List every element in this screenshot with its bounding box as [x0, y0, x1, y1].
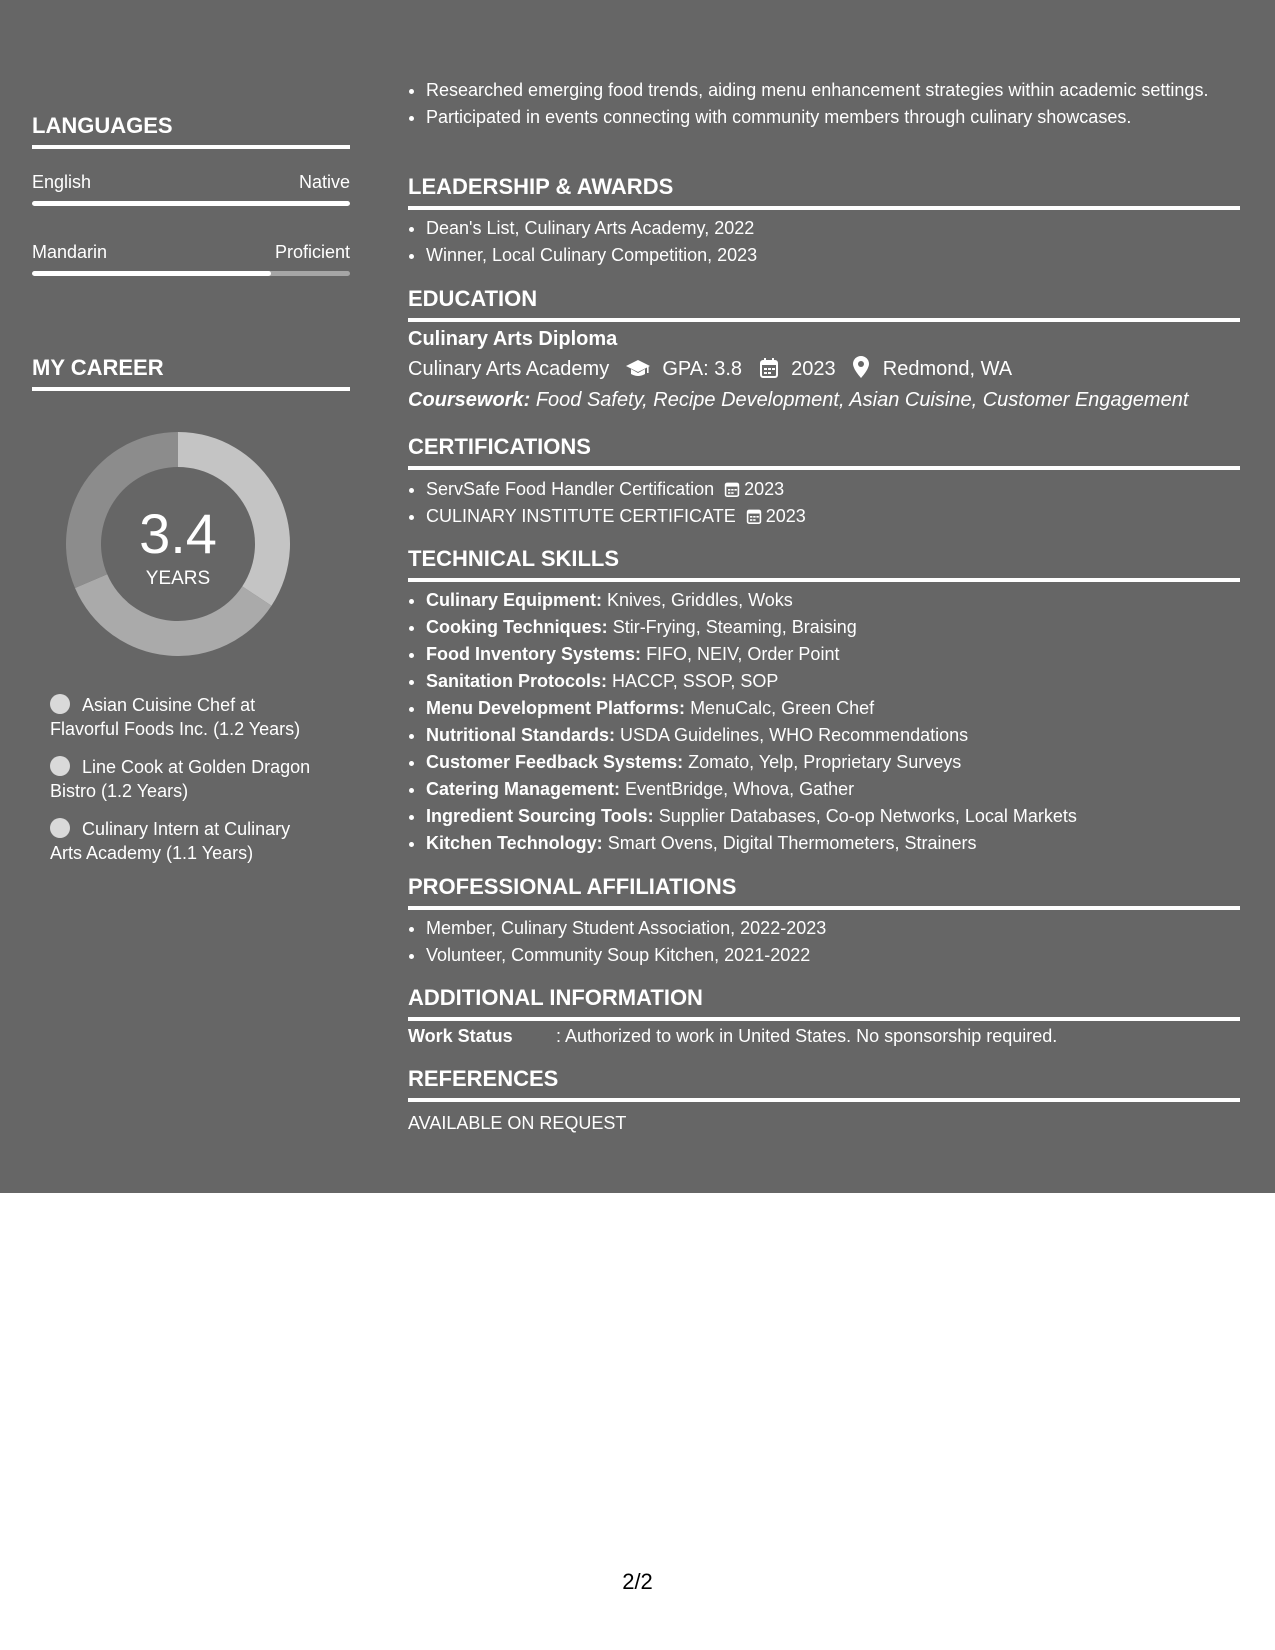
total-years-unit: YEARS	[145, 568, 211, 589]
leadership-item: • Winner, Local Culinary Competition, 2023	[426, 242, 1240, 269]
coursework-label: Coursework:	[408, 389, 531, 411]
work-status-value: : Authorized to work in United States. No sponsorship required.	[556, 1026, 1058, 1046]
language-bar-fill	[32, 271, 271, 276]
skill-value: Supplier Databases, Co-op Networks, Local Markets	[658, 806, 1077, 826]
school-name: Culinary Arts Academy	[408, 358, 610, 380]
language-level: Proficient	[274, 242, 350, 262]
education-details	[408, 354, 1012, 384]
leadership-list	[408, 215, 1240, 269]
location-pin-icon	[853, 356, 869, 378]
language-name: English	[32, 172, 92, 192]
language-row-mandarin	[32, 240, 350, 264]
skill-label: Ingredient Sourcing Tools:	[426, 806, 654, 826]
certification-year: 2023	[765, 506, 806, 526]
language-bar-mandarin	[32, 271, 350, 276]
skill-item	[426, 614, 1240, 641]
skill-item	[426, 668, 1240, 695]
work-status-row	[408, 1023, 1057, 1049]
skill-value: MenuCalc, Green Chef	[690, 698, 875, 718]
calendar-icon	[760, 358, 778, 378]
legend-dot-icon	[50, 818, 70, 838]
language-name: Mandarin	[32, 242, 108, 262]
career-legend-label: Line Cook at Golden Dragon Bistro (1.2 Years)	[50, 757, 311, 801]
leadership-heading: LEADERSHIP & AWARDS	[408, 174, 1240, 210]
skills-heading: TECHNICAL SKILLS	[408, 546, 1240, 582]
affiliation-item: • Volunteer, Community Soup Kitchen, 2021-2022	[426, 942, 1240, 969]
career-legend-item	[50, 755, 320, 803]
certifications-list	[408, 476, 1240, 530]
skill-value: EventBridge, Whova, Gather	[625, 779, 855, 799]
certification-year: 2023	[744, 479, 785, 499]
career-donut-chart	[66, 432, 290, 656]
skill-item	[426, 641, 1240, 668]
certification-item	[426, 503, 1240, 530]
graduation-cap-icon	[625, 358, 651, 378]
skill-label: Kitchen Technology:	[426, 833, 603, 853]
gpa: GPA: 3.8	[662, 358, 742, 380]
legend-dot-icon	[50, 694, 70, 714]
education-heading: EDUCATION	[408, 286, 1240, 322]
skill-value: Stir-Frying, Steaming, Braising	[612, 617, 857, 637]
skill-value: USDA Guidelines, WHO Recommendations	[620, 725, 969, 745]
references-text: AVAILABLE ON REQUEST	[408, 1113, 627, 1133]
skill-label: Menu Development Platforms:	[426, 698, 686, 718]
experience-bullets	[408, 78, 1240, 129]
coursework	[408, 385, 1188, 415]
affiliations-list	[408, 915, 1240, 969]
certification-name: ServSafe Food Handler Certification	[426, 479, 715, 499]
skill-label: Sanitation Protocols:	[426, 671, 608, 691]
calendar-icon	[724, 481, 740, 497]
skill-value: Knives, Griddles, Woks	[607, 590, 793, 610]
skill-item	[426, 587, 1240, 614]
languages-heading: LANGUAGES	[32, 113, 350, 149]
skill-label: Customer Feedback Systems:	[426, 752, 684, 772]
calendar-icon	[746, 508, 762, 524]
skill-item	[426, 830, 1240, 857]
coursework-list: Food Safety, Recipe Development, Asian Cuisine, Customer Engagement	[535, 389, 1189, 411]
skill-item	[426, 803, 1240, 830]
skill-item	[426, 776, 1240, 803]
language-level: Native	[298, 172, 350, 192]
skill-label: Catering Management:	[426, 779, 621, 799]
donut-center	[66, 432, 290, 656]
certification-item	[426, 476, 1240, 503]
skills-list	[408, 587, 1240, 857]
skill-label: Nutritional Standards:	[426, 725, 616, 745]
experience-bullet: • Researched emerging food trends, aiding menu enhancement strategies within academic settings.	[426, 78, 1240, 102]
skill-value: HACCP, SSOP, SOP	[612, 671, 779, 691]
certification-name: CULINARY INSTITUTE CERTIFICATE	[426, 506, 736, 526]
graduation-year: 2023	[791, 358, 836, 380]
school-location: Redmond, WA	[882, 358, 1013, 380]
work-status-label: Work Status	[408, 1026, 513, 1046]
degree-title: Culinary Arts Diploma	[408, 328, 618, 350]
skill-item	[426, 722, 1240, 749]
language-bar-english	[32, 201, 350, 206]
career-legend-label: Asian Cuisine Chef at Flavorful Foods Inc. (1.2 Years)	[50, 695, 301, 739]
skill-label: Cooking Techniques:	[426, 617, 608, 637]
additional-heading: ADDITIONAL INFORMATION	[408, 985, 1240, 1021]
affiliation-item: • Member, Culinary Student Association, 2022-2023	[426, 915, 1240, 942]
page-number: 2/2	[622, 1569, 653, 1594]
career-legend-item	[50, 693, 320, 741]
leadership-item: • Dean's List, Culinary Arts Academy, 2022	[426, 215, 1240, 242]
career-heading: MY CAREER	[32, 355, 350, 391]
experience-bullet: • Participated in events connecting with community members through culinary showcases.	[426, 105, 1240, 129]
skill-value: Smart Ovens, Digital Thermometers, Strainers	[607, 833, 977, 853]
affiliations-heading: PROFESSIONAL AFFILIATIONS	[408, 874, 1240, 910]
legend-dot-icon	[50, 756, 70, 776]
skill-value: FIFO, NEIV, Order Point	[646, 644, 840, 664]
career-legend-item	[50, 817, 320, 865]
skill-item	[426, 749, 1240, 776]
certifications-heading: CERTIFICATIONS	[408, 434, 1240, 470]
total-years-value: 3.4	[139, 502, 217, 565]
career-legend-label: Culinary Intern at Culinary Arts Academy (1.1 Years)	[50, 819, 291, 863]
language-row-english	[32, 170, 350, 194]
references-heading: REFERENCES	[408, 1066, 1240, 1102]
skill-label: Culinary Equipment:	[426, 590, 603, 610]
skill-value: Zomato, Yelp, Proprietary Surveys	[688, 752, 962, 772]
language-bar-fill	[32, 201, 350, 206]
skill-label: Food Inventory Systems:	[426, 644, 642, 664]
skill-item	[426, 695, 1240, 722]
